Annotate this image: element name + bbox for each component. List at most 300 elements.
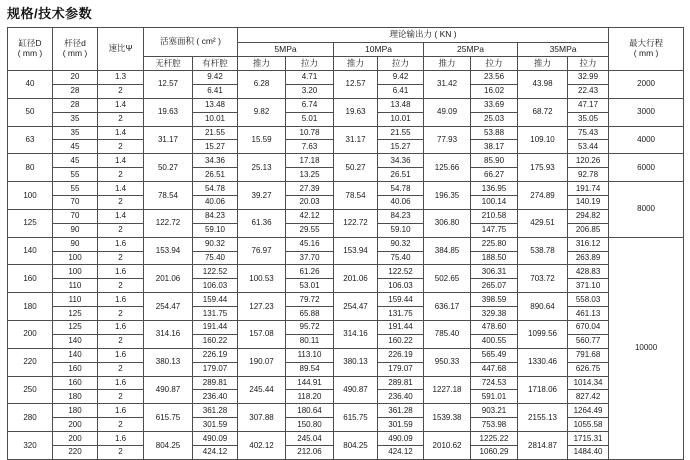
cell-rod-chamber-area: 160.22 [193,334,238,348]
cell-pull-force-10mpa: 75.40 [378,251,424,265]
cell-push-force-25mpa: 950.33 [424,348,471,376]
cell-bore-diameter: 250 [8,376,53,404]
spec-table-body [8,71,684,460]
cell-pull-force-35mpa: 560.77 [568,334,609,348]
cell-push-force-25mpa: 306.80 [424,209,471,237]
cell-push-force-35mpa: 1330.46 [518,348,568,376]
cell-pull-force-5mpa: 53.01 [286,279,334,293]
cell-rodless-chamber-area: 314.16 [144,321,193,349]
cell-push-force-25mpa: 49.09 [424,98,471,126]
cell-speed-ratio: 2 [98,279,144,293]
cell-pull-force-5mpa: 5.01 [286,112,334,126]
cell-rodless-chamber-area: 78.54 [144,182,193,210]
cell-pull-force-25mpa: 136.95 [471,182,518,196]
cell-pull-force-5mpa: 4.71 [286,71,334,85]
cell-pull-force-35mpa: 22.43 [568,84,609,98]
cell-speed-ratio: 1.4 [98,154,144,168]
header-bore [8,28,53,71]
cell-pull-force-10mpa: 361.28 [378,404,424,418]
cell-pull-force-35mpa: 75.43 [568,126,609,140]
cell-pull-force-35mpa: 428.83 [568,265,609,279]
cell-pull-force-25mpa: 100.14 [471,196,518,210]
cell-pull-force-35mpa: 53.44 [568,140,609,154]
cell-rod-diameter: 100 [53,265,98,279]
cell-push-force-5mpa: 15.59 [238,126,286,154]
header-pull-35mpa: 拉力 [568,57,609,71]
header-rodless-chamber: 无杆腔 [144,57,193,71]
header-pull-5mpa: 拉力 [286,57,334,71]
cell-push-force-5mpa: 157.08 [238,321,286,349]
spec-row [8,154,684,168]
cell-pull-force-25mpa: 903.21 [471,404,518,418]
cell-rodless-chamber-area: 254.47 [144,293,193,321]
cell-speed-ratio: 2 [98,251,144,265]
cell-rod-diameter: 110 [53,293,98,307]
cell-rod-diameter: 90 [53,223,98,237]
cell-max-stroke: 6000 [609,154,684,182]
cell-pull-force-10mpa: 10.01 [378,112,424,126]
cell-speed-ratio: 1.4 [98,209,144,223]
cell-push-force-5mpa: 61.36 [238,209,286,237]
spec-table [7,27,684,460]
cell-push-force-35mpa: 274.89 [518,182,568,210]
cell-pull-force-10mpa: 122.52 [378,265,424,279]
cell-pull-force-25mpa: 210.58 [471,209,518,223]
cell-push-force-5mpa: 307.88 [238,404,286,432]
cell-pull-force-25mpa: 400.55 [471,334,518,348]
spec-row [8,404,684,418]
cell-pull-force-25mpa: 478.60 [471,321,518,335]
cell-pull-force-5mpa: 20.03 [286,196,334,210]
cell-rod-diameter: 200 [53,418,98,432]
cell-pull-force-5mpa: 79.72 [286,293,334,307]
cell-rod-diameter: 160 [53,362,98,376]
cell-push-force-10mpa: 490.87 [334,376,378,404]
cell-rod-diameter: 125 [53,321,98,335]
cell-rod-chamber-area: 490.09 [193,432,238,446]
cell-pull-force-25mpa: 565.49 [471,348,518,362]
cell-pull-force-35mpa: 670.04 [568,321,609,335]
cell-pull-force-5mpa: 37.70 [286,251,334,265]
cell-pull-force-5mpa: 13.25 [286,168,334,182]
cell-pull-force-25mpa: 85.90 [471,154,518,168]
cell-pull-force-25mpa: 33.69 [471,98,518,112]
header-rod-label: 杆径d [64,38,86,49]
cell-pull-force-10mpa: 26.51 [378,168,424,182]
cell-rod-chamber-area: 84.23 [193,209,238,223]
cell-speed-ratio: 2 [98,168,144,182]
cell-speed-ratio: 1.4 [98,98,144,112]
cell-push-force-35mpa: 68.72 [518,98,568,126]
cell-push-force-25mpa: 502.65 [424,265,471,293]
header-push-25mpa: 推力 [424,57,471,71]
cell-pull-force-5mpa: 212.06 [286,446,334,460]
cell-rodless-chamber-area: 122.72 [144,209,193,237]
cell-rodless-chamber-area: 31.17 [144,126,193,154]
cell-pull-force-25mpa: 38.17 [471,140,518,154]
cell-speed-ratio: 2 [98,362,144,376]
cell-pull-force-35mpa: 1715.31 [568,432,609,446]
cell-rodless-chamber-area: 490.87 [144,376,193,404]
cell-speed-ratio: 1.6 [98,404,144,418]
cell-pull-force-10mpa: 160.22 [378,334,424,348]
cell-push-force-10mpa: 254.47 [334,293,378,321]
header-max-stroke-unit: ( mm ) [633,48,659,58]
cell-pull-force-5mpa: 65.88 [286,307,334,321]
cell-rodless-chamber-area: 50.27 [144,154,193,182]
cell-push-force-25mpa: 636.17 [424,293,471,321]
cell-push-force-35mpa: 175.93 [518,154,568,182]
cell-max-stroke: 2000 [609,71,684,99]
cell-pull-force-25mpa: 306.31 [471,265,518,279]
cell-rodless-chamber-area: 19.63 [144,98,193,126]
cell-speed-ratio: 1.6 [98,265,144,279]
cell-pull-force-5mpa: 150.80 [286,418,334,432]
cell-pull-force-25mpa: 147.75 [471,223,518,237]
cell-rod-diameter: 55 [53,182,98,196]
cell-push-force-25mpa: 384.85 [424,237,471,265]
cell-rod-diameter: 110 [53,279,98,293]
cell-push-force-25mpa: 1539.38 [424,404,471,432]
cell-pull-force-25mpa: 66.27 [471,168,518,182]
cell-pull-force-10mpa: 34.36 [378,154,424,168]
cell-push-force-25mpa: 125.66 [424,154,471,182]
cell-pull-force-35mpa: 1264.49 [568,404,609,418]
spec-row [8,209,684,223]
cell-speed-ratio: 2 [98,140,144,154]
cell-pull-force-5mpa: 10.78 [286,126,334,140]
cell-push-force-10mpa: 201.06 [334,265,378,293]
header-rod-chamber: 有杆腔 [193,57,238,71]
page-title: 规格/技术参数 [7,6,93,21]
cell-pull-force-35mpa: 1484.40 [568,446,609,460]
cell-rod-diameter: 35 [53,112,98,126]
cell-pull-force-5mpa: 6.74 [286,98,334,112]
cell-rod-diameter: 28 [53,98,98,112]
cell-pull-force-5mpa: 89.54 [286,362,334,376]
header-piston-area: 活塞面积 ( cm² ) [144,28,238,57]
cell-rod-chamber-area: 226.19 [193,348,238,362]
header-output-force: 理论输出力 ( KN ) [238,28,609,43]
cell-pull-force-10mpa: 13.48 [378,98,424,112]
cell-pull-force-25mpa: 23.56 [471,71,518,85]
cell-pull-force-35mpa: 1014.34 [568,376,609,390]
cell-rodless-chamber-area: 380.13 [144,348,193,376]
cell-pull-force-25mpa: 188.50 [471,251,518,265]
cell-rod-chamber-area: 289.81 [193,376,238,390]
cell-pull-force-10mpa: 9.42 [378,71,424,85]
cell-pull-force-10mpa: 424.12 [378,446,424,460]
cell-pull-force-10mpa: 59.10 [378,223,424,237]
cell-rod-diameter: 125 [53,307,98,321]
spec-row [8,348,684,362]
header-row-1 [8,28,684,43]
cell-pull-force-35mpa: 92.78 [568,168,609,182]
spec-row [8,237,684,251]
cell-push-force-10mpa: 153.94 [334,237,378,265]
cell-pull-force-35mpa: 461.13 [568,307,609,321]
cell-bore-diameter: 140 [8,237,53,265]
cell-rod-chamber-area: 21.55 [193,126,238,140]
cell-push-force-35mpa: 890.64 [518,293,568,321]
cell-push-force-25mpa: 2010.62 [424,432,471,460]
cell-pull-force-5mpa: 61.26 [286,265,334,279]
cell-pull-force-10mpa: 90.32 [378,237,424,251]
cell-rod-chamber-area: 191.44 [193,321,238,335]
cell-rod-chamber-area: 236.40 [193,390,238,404]
cell-pull-force-10mpa: 6.41 [378,84,424,98]
cell-pull-force-35mpa: 35.05 [568,112,609,126]
cell-pull-force-35mpa: 791.68 [568,348,609,362]
cell-rod-chamber-area: 10.01 [193,112,238,126]
cell-rod-diameter: 140 [53,348,98,362]
header-max-stroke-label: 最大行程 [629,38,664,49]
cell-max-stroke: 3000 [609,98,684,126]
cell-rod-diameter: 180 [53,390,98,404]
header-bore-unit: ( mm ) [17,48,43,58]
spec-table-head [8,28,684,71]
cell-pull-force-35mpa: 316.12 [568,237,609,251]
cell-pull-force-35mpa: 32.99 [568,71,609,85]
cell-push-force-25mpa: 1227.18 [424,376,471,404]
cell-push-force-5mpa: 9.82 [238,98,286,126]
cell-push-force-35mpa: 538.78 [518,237,568,265]
cell-pull-force-5mpa: 144.91 [286,376,334,390]
cell-rod-chamber-area: 75.40 [193,251,238,265]
cell-rod-diameter: 100 [53,251,98,265]
cell-rod-diameter: 45 [53,140,98,154]
cell-rod-diameter: 45 [53,154,98,168]
cell-rod-chamber-area: 13.48 [193,98,238,112]
cell-push-force-35mpa: 2155.13 [518,404,568,432]
header-rod-unit: ( mm ) [62,48,88,58]
cell-pull-force-25mpa: 591.01 [471,390,518,404]
header-pull-25mpa: 拉力 [471,57,518,71]
cell-bore-diameter: 63 [8,126,53,154]
cell-push-force-10mpa: 615.75 [334,404,378,432]
cell-push-force-5mpa: 6.28 [238,71,286,99]
cell-pull-force-10mpa: 21.55 [378,126,424,140]
cell-push-force-10mpa: 50.27 [334,154,378,182]
cell-speed-ratio: 1.6 [98,321,144,335]
cell-push-force-5mpa: 190.07 [238,348,286,376]
cell-rod-chamber-area: 34.36 [193,154,238,168]
cell-speed-ratio: 1.4 [98,182,144,196]
cell-push-force-35mpa: 109.10 [518,126,568,154]
cell-rodless-chamber-area: 153.94 [144,237,193,265]
cell-rod-diameter: 55 [53,168,98,182]
cell-pull-force-5mpa: 80.11 [286,334,334,348]
cell-bore-diameter: 40 [8,71,53,99]
spec-row [8,432,684,446]
cell-pull-force-25mpa: 329.38 [471,307,518,321]
header-speed-ratio: 速比Ψ [98,28,144,71]
cell-pull-force-35mpa: 263.89 [568,251,609,265]
cell-pull-force-25mpa: 724.53 [471,376,518,390]
cell-pull-force-5mpa: 3.20 [286,84,334,98]
cell-speed-ratio: 1.6 [98,376,144,390]
cell-max-stroke: 8000 [609,182,684,238]
cell-speed-ratio: 2 [98,390,144,404]
cell-pull-force-25mpa: 25.03 [471,112,518,126]
cell-speed-ratio: 2 [98,84,144,98]
cell-push-force-10mpa: 19.63 [334,98,378,126]
spec-row [8,71,684,85]
cell-rod-diameter: 160 [53,376,98,390]
cell-push-force-25mpa: 196.35 [424,182,471,210]
cell-bore-diameter: 80 [8,154,53,182]
cell-pull-force-35mpa: 191.74 [568,182,609,196]
cell-bore-diameter: 280 [8,404,53,432]
cell-rod-chamber-area: 106.03 [193,279,238,293]
cell-rod-chamber-area: 59.10 [193,223,238,237]
cell-rod-diameter: 70 [53,209,98,223]
header-pressure-5mpa: 5MPa [238,43,334,57]
cell-pull-force-10mpa: 159.44 [378,293,424,307]
cell-bore-diameter: 50 [8,98,53,126]
cell-pull-force-25mpa: 265.07 [471,279,518,293]
cell-pull-force-10mpa: 289.81 [378,376,424,390]
cell-rod-chamber-area: 9.42 [193,71,238,85]
cell-speed-ratio: 1.6 [98,432,144,446]
cell-speed-ratio: 2 [98,418,144,432]
header-push-10mpa: 推力 [334,57,378,71]
header-pressure-10mpa: 10MPa [334,43,424,57]
cell-pull-force-35mpa: 371.10 [568,279,609,293]
cell-pull-force-35mpa: 827.42 [568,390,609,404]
header-push-5mpa: 推力 [238,57,286,71]
header-bore-label: 缸径D [18,38,42,49]
cell-rod-chamber-area: 40.06 [193,196,238,210]
cell-rod-diameter: 35 [53,126,98,140]
cell-bore-diameter: 100 [8,182,53,210]
cell-pull-force-10mpa: 191.44 [378,321,424,335]
cell-rod-diameter: 180 [53,404,98,418]
header-pressure-35mpa: 35MPa [518,43,609,57]
cell-pull-force-10mpa: 226.19 [378,348,424,362]
cell-pull-force-35mpa: 47.17 [568,98,609,112]
cell-pull-force-5mpa: 45.16 [286,237,334,251]
cell-rod-diameter: 140 [53,334,98,348]
header-push-35mpa: 推力 [518,57,568,71]
cell-rod-chamber-area: 361.28 [193,404,238,418]
cell-bore-diameter: 180 [8,293,53,321]
spec-row [8,126,684,140]
cell-pull-force-10mpa: 131.75 [378,307,424,321]
cell-pull-force-5mpa: 27.39 [286,182,334,196]
cell-pull-force-5mpa: 17.18 [286,154,334,168]
cell-speed-ratio: 2 [98,223,144,237]
cell-pull-force-10mpa: 490.09 [378,432,424,446]
cell-pull-force-25mpa: 447.68 [471,362,518,376]
cell-speed-ratio: 1.6 [98,348,144,362]
cell-speed-ratio: 1.6 [98,293,144,307]
cell-push-force-10mpa: 78.54 [334,182,378,210]
cell-pull-force-25mpa: 398.59 [471,293,518,307]
cell-pull-force-10mpa: 301.59 [378,418,424,432]
cell-speed-ratio: 2 [98,112,144,126]
cell-push-force-35mpa: 1099.56 [518,321,568,349]
cell-pull-force-10mpa: 40.06 [378,196,424,210]
cell-pull-force-5mpa: 29.55 [286,223,334,237]
cell-rodless-chamber-area: 804.25 [144,432,193,460]
cell-push-force-35mpa: 2814.87 [518,432,568,460]
header-rod [53,28,98,71]
header-pull-10mpa: 拉力 [378,57,424,71]
cell-rod-chamber-area: 54.78 [193,182,238,196]
cell-pull-force-5mpa: 7.63 [286,140,334,154]
header-max-stroke [609,28,684,71]
cell-speed-ratio: 2 [98,307,144,321]
cell-pull-force-25mpa: 225.80 [471,237,518,251]
cell-push-force-35mpa: 703.72 [518,265,568,293]
cell-max-stroke: 10000 [609,237,684,459]
cell-pull-force-35mpa: 294.82 [568,209,609,223]
spec-row [8,293,684,307]
cell-rodless-chamber-area: 201.06 [144,265,193,293]
cell-rod-diameter: 20 [53,71,98,85]
cell-pull-force-5mpa: 113.10 [286,348,334,362]
cell-speed-ratio: 1.3 [98,71,144,85]
cell-rod-chamber-area: 6.41 [193,84,238,98]
cell-pull-force-35mpa: 1055.58 [568,418,609,432]
cell-pull-force-10mpa: 54.78 [378,182,424,196]
cell-speed-ratio: 2 [98,334,144,348]
cell-speed-ratio: 2 [98,446,144,460]
cell-bore-diameter: 320 [8,432,53,460]
cell-bore-diameter: 125 [8,209,53,237]
cell-pull-force-25mpa: 753.98 [471,418,518,432]
cell-pull-force-35mpa: 206.85 [568,223,609,237]
cell-pull-force-25mpa: 16.02 [471,84,518,98]
cell-rod-chamber-area: 15.27 [193,140,238,154]
cell-pull-force-25mpa: 53.88 [471,126,518,140]
cell-push-force-5mpa: 127.23 [238,293,286,321]
cell-push-force-5mpa: 402.12 [238,432,286,460]
cell-pull-force-10mpa: 106.03 [378,279,424,293]
cell-rod-chamber-area: 159.44 [193,293,238,307]
cell-pull-force-35mpa: 626.75 [568,362,609,376]
header-pressure-25mpa: 25MPa [424,43,518,57]
spec-row [8,265,684,279]
cell-pull-force-10mpa: 84.23 [378,209,424,223]
cell-push-force-10mpa: 12.57 [334,71,378,99]
cell-pull-force-5mpa: 95.72 [286,321,334,335]
cell-rod-chamber-area: 179.07 [193,362,238,376]
cell-push-force-10mpa: 122.72 [334,209,378,237]
cell-pull-force-10mpa: 179.07 [378,362,424,376]
cell-push-force-5mpa: 100.53 [238,265,286,293]
cell-bore-diameter: 200 [8,321,53,349]
cell-rod-chamber-area: 424.12 [193,446,238,460]
cell-rodless-chamber-area: 12.57 [144,71,193,99]
cell-bore-diameter: 220 [8,348,53,376]
cell-pull-force-35mpa: 120.26 [568,154,609,168]
cell-rod-chamber-area: 90.32 [193,237,238,251]
spec-row [8,376,684,390]
cell-speed-ratio: 2 [98,196,144,210]
cell-pull-force-35mpa: 140.19 [568,196,609,210]
cell-rod-diameter: 200 [53,432,98,446]
spec-row [8,321,684,335]
cell-pull-force-35mpa: 558.03 [568,293,609,307]
cell-push-force-10mpa: 380.13 [334,348,378,376]
cell-pull-force-10mpa: 236.40 [378,390,424,404]
cell-pull-force-25mpa: 1060.29 [471,446,518,460]
spec-row [8,182,684,196]
cell-pull-force-10mpa: 15.27 [378,140,424,154]
cell-rod-chamber-area: 131.75 [193,307,238,321]
